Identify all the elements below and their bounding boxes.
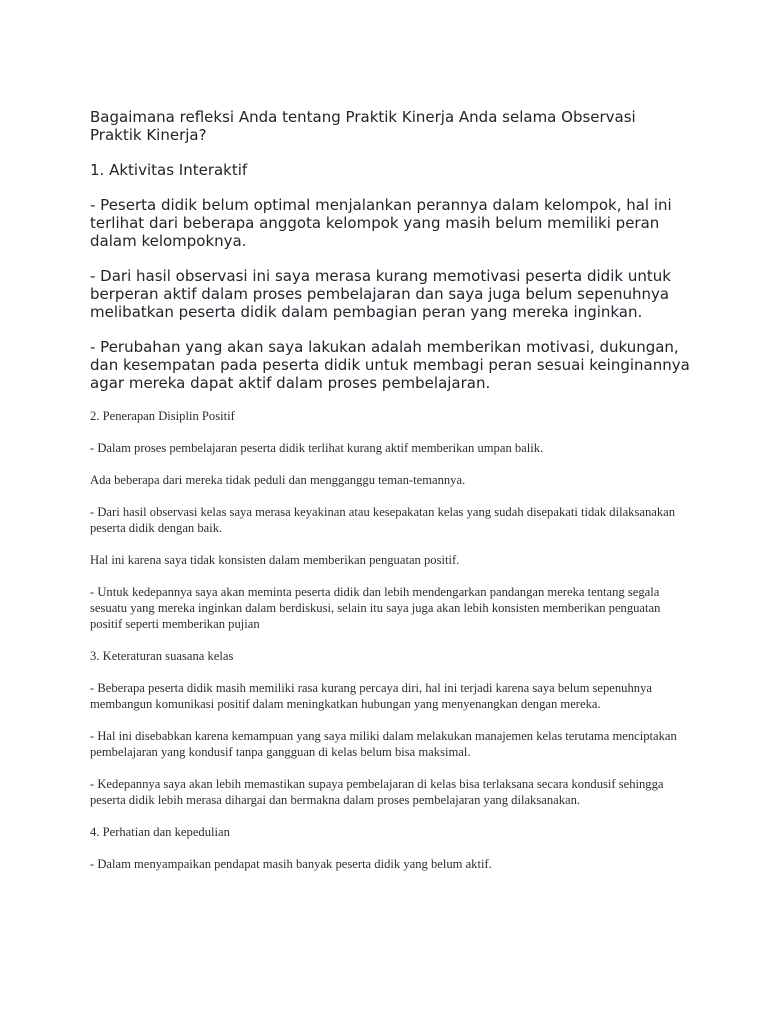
section-2-paragraph-4: Hal ini karena saya tidak konsisten dalam memberikan penguatan positif.: [90, 553, 460, 567]
section-1-paragraph-1: - Peserta didik belum optimal menjalankan perannya dalam kelompok, hal ini terlihat dari beberapa anggota kelompok yang masih belum memiliki peran dalam kelompoknya.: [90, 196, 672, 250]
section-1-paragraph-2: - Dari hasil observasi ini saya merasa kurang memotivasi peserta didik untuk berperan aktif dalam proses pembelajaran dan saya juga belum sepenuhnya melibatkan peserta didik dalam pembagian peran yang mereka inginkan.: [90, 267, 671, 321]
question-heading: Bagaimana refleksi Anda tentang Praktik Kinerja Anda selama Observasi Praktik Kinerja?: [90, 108, 636, 144]
section-3-paragraph-2: - Hal ini disebabkan karena kemampuan yang saya miliki dalam melakukan manajemen kelas terutama menciptakan pembelajaran yang kondusif tanpa gangguan di kelas belum bisa maksimal.: [90, 729, 677, 759]
section-1-paragraph-3: - Perubahan yang akan saya lakukan adalah memberikan motivasi, dukungan, dan kesempatan pada peserta didik untuk membagi peran sesuai keinginannya agar mereka dapat aktif dalam proses pembelajaran.: [90, 338, 690, 392]
section-2-paragraph-5: - Untuk kedepannya saya akan meminta peserta didik dan lebih mendengarkan pandangan mereka tentang segala sesuatu yang mereka inginkan dalam berdiskusi, selain itu saya juga akan lebih konsisten memberikan penguatan positif seperti memberikan pujian: [90, 585, 661, 631]
document-page: [90, 108, 690, 872]
section-1-heading: 1. Aktivitas Interaktif: [90, 161, 248, 179]
section-2-heading: 2. Penerapan Disiplin Positif: [90, 409, 235, 423]
section-4-paragraph-1: - Dalam menyampaikan pendapat masih banyak peserta didik yang belum aktif.: [90, 857, 492, 871]
section-2-paragraph-3: - Dari hasil observasi kelas saya merasa keyakinan atau kesepakatan kelas yang sudah disepakati tidak dilaksanakan peserta didik dengan baik.: [90, 505, 676, 535]
section-2-paragraph-1: - Dalam proses pembelajaran peserta didik terlihat kurang aktif memberikan umpan balik.: [90, 441, 544, 455]
section-3-paragraph-1: - Beberapa peserta didik masih memiliki rasa kurang percaya diri, hal ini terjadi karena saya belum sepenuhnya membangun komunikasi positif dalam meningkatkan hubungan yang menyenangkan dengan mereka.: [90, 681, 652, 711]
section-2-paragraph-2: Ada beberapa dari mereka tidak peduli dan mengganggu teman-temannya.: [90, 473, 466, 487]
section-4-heading: 4. Perhatian dan kepedulian: [90, 825, 230, 839]
section-3-heading: 3. Keteraturan suasana kelas: [90, 649, 234, 663]
section-3-paragraph-3: - Kedepannya saya akan lebih memastikan supaya pembelajaran di kelas bisa terlaksana secara kondusif sehingga peserta didik lebih merasa dihargai dan bermakna dalam proses pembelajaran yang dilaksanakan.: [90, 777, 664, 807]
